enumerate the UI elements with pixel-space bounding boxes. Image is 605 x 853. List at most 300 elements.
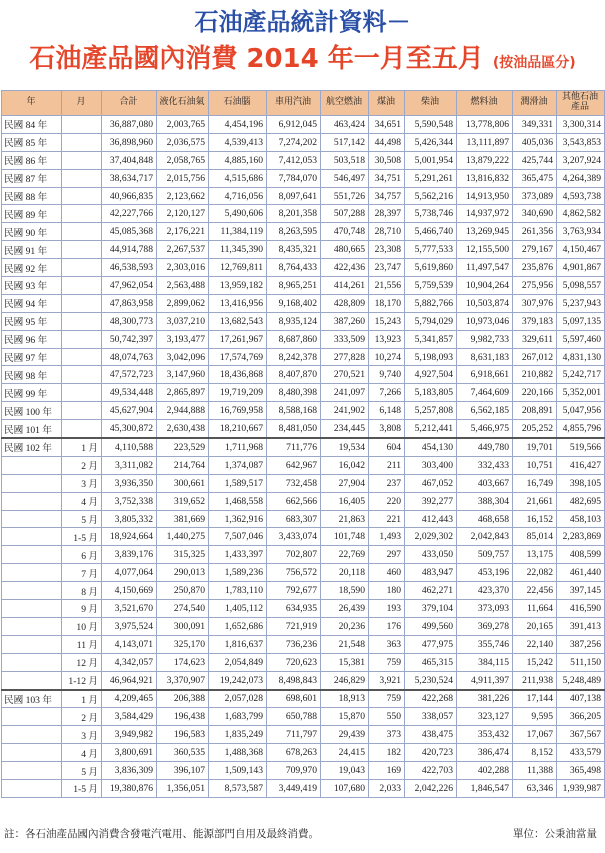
table-cell bbox=[62, 223, 102, 241]
table-cell bbox=[62, 348, 102, 366]
table-cell: 11,664 bbox=[513, 600, 557, 618]
table-cell: 19,719,209 bbox=[209, 384, 267, 402]
table-cell: 10,973,046 bbox=[457, 312, 513, 330]
table-cell: 13,416,956 bbox=[209, 294, 267, 312]
table-cell: 4,264,389 bbox=[557, 169, 605, 187]
table-cell: 19,701 bbox=[513, 438, 557, 456]
table-cell: 26,439 bbox=[321, 600, 369, 618]
column-header: 月 bbox=[62, 91, 102, 116]
table-cell: 4,209,465 bbox=[102, 690, 157, 708]
table-cell: 391,413 bbox=[557, 617, 605, 635]
table-cell bbox=[2, 474, 62, 492]
table-cell: 1-12 月 bbox=[62, 671, 102, 689]
table-cell: 467,052 bbox=[405, 474, 457, 492]
table-cell: 16,405 bbox=[321, 492, 369, 510]
table-cell: 422,436 bbox=[321, 259, 369, 277]
table-cell: 3,193,477 bbox=[157, 330, 209, 348]
table-cell: 63,346 bbox=[513, 779, 557, 797]
table-cell: 1,374,087 bbox=[209, 456, 267, 474]
table-cell: 604 bbox=[369, 438, 405, 456]
consumption-table bbox=[1, 90, 605, 798]
table-cell: 2,036,575 bbox=[157, 133, 209, 151]
table-cell: 20,118 bbox=[321, 564, 369, 582]
table-cell: 373 bbox=[369, 726, 405, 744]
table-cell: 420,723 bbox=[405, 744, 457, 762]
table-cell bbox=[2, 653, 62, 671]
table-cell: 8,263,595 bbox=[267, 223, 321, 241]
table-cell: 465,315 bbox=[405, 653, 457, 671]
table-cell: 235,876 bbox=[513, 259, 557, 277]
table-cell: 5,426,344 bbox=[405, 133, 457, 151]
table-cell: 21,661 bbox=[513, 492, 557, 510]
table-cell: 353,432 bbox=[457, 726, 513, 744]
column-header: 潤滑油 bbox=[513, 91, 557, 116]
table-cell: 519,566 bbox=[557, 438, 605, 456]
table-cell: 13,682,543 bbox=[209, 312, 267, 330]
table-cell: 10,503,874 bbox=[457, 294, 513, 312]
table-cell: 221 bbox=[369, 510, 405, 528]
table-cell: 18,210,667 bbox=[209, 420, 267, 438]
table-cell: 2,899,062 bbox=[157, 294, 209, 312]
table-cell: 19,242,073 bbox=[209, 671, 267, 689]
table-cell: 405,036 bbox=[513, 133, 557, 151]
column-header: 煤油 bbox=[369, 91, 405, 116]
table-cell: 460 bbox=[369, 564, 405, 582]
table-cell: 223,529 bbox=[157, 438, 209, 456]
table-cell: 340,690 bbox=[513, 205, 557, 223]
table-cell: 551,726 bbox=[321, 187, 369, 205]
table-cell: 民國 92 年 bbox=[2, 259, 62, 277]
table-cell: 8,435,321 bbox=[267, 241, 321, 259]
table-cell: 37,404,848 bbox=[102, 151, 157, 169]
table-cell: 300,661 bbox=[157, 474, 209, 492]
table-cell: 8,631,183 bbox=[457, 348, 513, 366]
table-cell: 21,863 bbox=[321, 510, 369, 528]
table-cell: 1,356,051 bbox=[157, 779, 209, 797]
table-cell: 2,042,226 bbox=[405, 779, 457, 797]
table-cell: 45,085,368 bbox=[102, 223, 157, 241]
table-cell: 279,167 bbox=[513, 241, 557, 259]
table-row bbox=[2, 600, 605, 618]
table-cell: 15,242 bbox=[513, 653, 557, 671]
table-cell bbox=[62, 205, 102, 223]
table-cell: 16,749 bbox=[513, 474, 557, 492]
table-cell: 5,098,557 bbox=[557, 277, 605, 295]
table-cell: 363 bbox=[369, 635, 405, 653]
table-cell: 13,959,182 bbox=[209, 277, 267, 295]
table-cell: 759 bbox=[369, 690, 405, 708]
footnote: 註：各石油產品國內消費含發電汽電用、能源部門自用及最終消費。 bbox=[4, 828, 319, 840]
table-cell: 720,623 bbox=[267, 653, 321, 671]
table-cell: 355,746 bbox=[457, 635, 513, 653]
table-cell: 民國 100 年 bbox=[2, 402, 62, 420]
table-cell: 1-5 月 bbox=[62, 528, 102, 546]
table-cell: 7,784,070 bbox=[267, 169, 321, 187]
table-cell: 9,168,402 bbox=[267, 294, 321, 312]
column-header: 其他石油產品 bbox=[557, 91, 605, 116]
table-row bbox=[2, 384, 605, 402]
table-row bbox=[2, 456, 605, 474]
table-cell: 387,256 bbox=[557, 635, 605, 653]
table-cell: 392,277 bbox=[405, 492, 457, 510]
table-cell: 45,627,904 bbox=[102, 402, 157, 420]
table-cell: 307,976 bbox=[513, 294, 557, 312]
table-cell: 2,630,438 bbox=[157, 420, 209, 438]
table-cell: 315,325 bbox=[157, 546, 209, 564]
table-cell: 民國 90 年 bbox=[2, 223, 62, 241]
table-cell: 246,829 bbox=[321, 671, 369, 689]
table-cell: 22,082 bbox=[513, 564, 557, 582]
table-cell: 36,898,960 bbox=[102, 133, 157, 151]
table-cell bbox=[2, 564, 62, 582]
header-row bbox=[2, 91, 605, 116]
table-cell: 396,107 bbox=[157, 762, 209, 780]
table-cell: 2,015,756 bbox=[157, 169, 209, 187]
table-cell: 408,599 bbox=[557, 546, 605, 564]
table-cell bbox=[62, 402, 102, 420]
table-cell: 5,352,001 bbox=[557, 384, 605, 402]
table-cell: 2,003,765 bbox=[157, 116, 209, 134]
table-cell: 11,497,547 bbox=[457, 259, 513, 277]
table-row bbox=[2, 582, 605, 600]
table-cell: 2,865,897 bbox=[157, 384, 209, 402]
table-cell: 274,540 bbox=[157, 600, 209, 618]
table-cell: 1,440,275 bbox=[157, 528, 209, 546]
table-cell: 503,518 bbox=[321, 151, 369, 169]
table-cell: 18,590 bbox=[321, 582, 369, 600]
table-cell: 1,589,236 bbox=[209, 564, 267, 582]
table-cell bbox=[62, 384, 102, 402]
table-cell: 8,201,358 bbox=[267, 205, 321, 223]
table-cell: 756,572 bbox=[267, 564, 321, 582]
table-cell bbox=[2, 635, 62, 653]
table-cell: 7,412,053 bbox=[267, 151, 321, 169]
table-cell: 民國 99 年 bbox=[2, 384, 62, 402]
table-cell bbox=[2, 492, 62, 510]
table-cell: 1,488,368 bbox=[209, 744, 267, 762]
table-cell: 4,911,397 bbox=[457, 671, 513, 689]
table-cell: 5,257,808 bbox=[405, 402, 457, 420]
table-cell: 5,291,261 bbox=[405, 169, 457, 187]
table-cell bbox=[62, 277, 102, 295]
table-cell: 4,831,130 bbox=[557, 348, 605, 366]
table-cell: 174,623 bbox=[157, 653, 209, 671]
table-cell: 21,548 bbox=[321, 635, 369, 653]
table-row bbox=[2, 438, 605, 456]
table-cell: 468,658 bbox=[457, 510, 513, 528]
table-cell: 463,424 bbox=[321, 116, 369, 134]
table-cell: 47,572,723 bbox=[102, 366, 157, 384]
table-cell: 428,809 bbox=[321, 294, 369, 312]
table-cell: 42,227,766 bbox=[102, 205, 157, 223]
table-cell: 5 月 bbox=[62, 762, 102, 780]
table-cell: 1,711,968 bbox=[209, 438, 267, 456]
table-cell: 5,341,857 bbox=[405, 330, 457, 348]
table-cell: 4,143,071 bbox=[102, 635, 157, 653]
table-cell: 1,433,397 bbox=[209, 546, 267, 564]
table-row bbox=[2, 241, 605, 259]
table-cell: 18,436,868 bbox=[209, 366, 267, 384]
table-cell: 16,042 bbox=[321, 456, 369, 474]
table-cell: 6,918,661 bbox=[457, 366, 513, 384]
table-cell bbox=[62, 169, 102, 187]
table-row bbox=[2, 546, 605, 564]
table-cell: 13,111,897 bbox=[457, 133, 513, 151]
table-cell: 2,176,221 bbox=[157, 223, 209, 241]
table-cell: 303,400 bbox=[405, 456, 457, 474]
table-cell bbox=[62, 330, 102, 348]
table-cell: 17,574,769 bbox=[209, 348, 267, 366]
table-cell: 4 月 bbox=[62, 744, 102, 762]
table-cell: 46,538,593 bbox=[102, 259, 157, 277]
table-cell: 3,936,350 bbox=[102, 474, 157, 492]
table-cell: 34,751 bbox=[369, 169, 405, 187]
table-cell: 48,074,763 bbox=[102, 348, 157, 366]
table-cell: 477,975 bbox=[405, 635, 457, 653]
table-cell: 4,077,064 bbox=[102, 564, 157, 582]
table-cell: 15,243 bbox=[369, 312, 405, 330]
table-cell: 3,449,419 bbox=[267, 779, 321, 797]
table-cell bbox=[62, 259, 102, 277]
table-cell: 237 bbox=[369, 474, 405, 492]
column-header: 柴油 bbox=[405, 91, 457, 116]
table-cell: 319,652 bbox=[157, 492, 209, 510]
table-cell: 8,687,860 bbox=[267, 330, 321, 348]
table-cell: 650,788 bbox=[267, 708, 321, 726]
table-cell: 29,439 bbox=[321, 726, 369, 744]
table-cell: 5,490,606 bbox=[209, 205, 267, 223]
table-cell: 642,967 bbox=[267, 456, 321, 474]
table-cell: 365,475 bbox=[513, 169, 557, 187]
table-cell bbox=[2, 456, 62, 474]
table-cell: 5,212,441 bbox=[405, 420, 457, 438]
table-row bbox=[2, 635, 605, 653]
table-cell: 3,207,924 bbox=[557, 151, 605, 169]
title-line-1: 石油產品統計資料－ bbox=[194, 8, 411, 36]
table-cell: 民國 102 年 bbox=[2, 438, 62, 456]
table-cell: 449,780 bbox=[457, 438, 513, 456]
table-cell: 4,862,582 bbox=[557, 205, 605, 223]
table-cell: 民國 89 年 bbox=[2, 205, 62, 223]
table-cell: 38,634,717 bbox=[102, 169, 157, 187]
table-cell: 11,345,390 bbox=[209, 241, 267, 259]
table-cell bbox=[2, 744, 62, 762]
column-header: 航空燃油 bbox=[321, 91, 369, 116]
table-cell: 17,144 bbox=[513, 690, 557, 708]
table-cell bbox=[62, 133, 102, 151]
table-cell: 261,356 bbox=[513, 223, 557, 241]
table-row bbox=[2, 169, 605, 187]
table-cell: 50,742,397 bbox=[102, 330, 157, 348]
table-row bbox=[2, 348, 605, 366]
table-cell: 46,964,921 bbox=[102, 671, 157, 689]
table-cell: 499,560 bbox=[405, 617, 457, 635]
table-cell: 民國 97 年 bbox=[2, 348, 62, 366]
table-cell: 9,595 bbox=[513, 708, 557, 726]
table-cell: 8,481,050 bbox=[267, 420, 321, 438]
table-row bbox=[2, 762, 605, 780]
table-cell: 379,104 bbox=[405, 600, 457, 618]
table-cell: 507,288 bbox=[321, 205, 369, 223]
table-cell: 3,921 bbox=[369, 671, 405, 689]
table-cell: 2 月 bbox=[62, 456, 102, 474]
table-cell: 20,165 bbox=[513, 617, 557, 635]
table-row bbox=[2, 223, 605, 241]
table-cell: 366,205 bbox=[557, 708, 605, 726]
table-cell: 49,534,448 bbox=[102, 384, 157, 402]
table-cell: 369,278 bbox=[457, 617, 513, 635]
table-cell: 425,744 bbox=[513, 151, 557, 169]
table-cell: 3 月 bbox=[62, 474, 102, 492]
table-cell: 365,498 bbox=[557, 762, 605, 780]
column-header: 車用汽油 bbox=[267, 91, 321, 116]
table-row bbox=[2, 330, 605, 348]
table-cell: 3,763,934 bbox=[557, 223, 605, 241]
table-cell: 18,913 bbox=[321, 690, 369, 708]
table-cell: 10,751 bbox=[513, 456, 557, 474]
table-cell: 22,769 bbox=[321, 546, 369, 564]
table-cell: 2,283,869 bbox=[557, 528, 605, 546]
table-cell: 414,261 bbox=[321, 277, 369, 295]
table-cell: 13,269,945 bbox=[457, 223, 513, 241]
table-cell: 4,454,196 bbox=[209, 116, 267, 134]
table-cell: 550 bbox=[369, 708, 405, 726]
table-cell: 483,947 bbox=[405, 564, 457, 582]
table-cell: 270,521 bbox=[321, 366, 369, 384]
table-cell: 8,965,251 bbox=[267, 277, 321, 295]
table-cell: 7,274,202 bbox=[267, 133, 321, 151]
table-cell: 416,427 bbox=[557, 456, 605, 474]
table-cell: 211,938 bbox=[513, 671, 557, 689]
table-cell bbox=[62, 294, 102, 312]
table-cell: 民國 88 年 bbox=[2, 187, 62, 205]
table-cell: 267,012 bbox=[513, 348, 557, 366]
table-cell: 3,584,429 bbox=[102, 708, 157, 726]
table-cell: 732,458 bbox=[267, 474, 321, 492]
table-cell: 275,956 bbox=[513, 277, 557, 295]
table-cell: 8,097,641 bbox=[267, 187, 321, 205]
table-cell: 民國 85 年 bbox=[2, 133, 62, 151]
table-cell: 民國 101 年 bbox=[2, 420, 62, 438]
table-cell: 3,521,670 bbox=[102, 600, 157, 618]
table-cell bbox=[2, 708, 62, 726]
table-cell: 2,267,537 bbox=[157, 241, 209, 259]
table-cell: 15,870 bbox=[321, 708, 369, 726]
table-cell: 9 月 bbox=[62, 600, 102, 618]
table-cell: 8,498,843 bbox=[267, 671, 321, 689]
table-row bbox=[2, 617, 605, 635]
table-row bbox=[2, 474, 605, 492]
table-cell: 379,183 bbox=[513, 312, 557, 330]
table-cell: 422,703 bbox=[405, 762, 457, 780]
table-cell: 458,103 bbox=[557, 510, 605, 528]
table-cell: 3,839,176 bbox=[102, 546, 157, 564]
table-cell: 5,237,943 bbox=[557, 294, 605, 312]
table-cell: 8,407,870 bbox=[267, 366, 321, 384]
table-cell: 8 月 bbox=[62, 582, 102, 600]
table-cell: 3,370,907 bbox=[157, 671, 209, 689]
table-cell: 709,970 bbox=[267, 762, 321, 780]
table-cell: 277,828 bbox=[321, 348, 369, 366]
table-cell: 4,855,796 bbox=[557, 420, 605, 438]
table-cell: 470,748 bbox=[321, 223, 369, 241]
title-sub: (按油品區分) bbox=[492, 55, 576, 71]
table-cell: 5,001,954 bbox=[405, 151, 457, 169]
table-cell: 4 月 bbox=[62, 492, 102, 510]
table-cell: 454,130 bbox=[405, 438, 457, 456]
table-cell: 5 月 bbox=[62, 510, 102, 528]
table-cell: 1,683,799 bbox=[209, 708, 267, 726]
table-cell: 45,300,872 bbox=[102, 420, 157, 438]
table-row bbox=[2, 366, 605, 384]
table-cell: 241,097 bbox=[321, 384, 369, 402]
table-cell: 1,835,249 bbox=[209, 726, 267, 744]
table-cell: 19,380,876 bbox=[102, 779, 157, 797]
table-cell: 3,949,982 bbox=[102, 726, 157, 744]
table-cell bbox=[62, 116, 102, 134]
table-cell: 4,901,867 bbox=[557, 259, 605, 277]
table-cell: 384,115 bbox=[457, 653, 513, 671]
table-cell bbox=[2, 617, 62, 635]
table-cell: 10,274 bbox=[369, 348, 405, 366]
table-cell: 2,058,765 bbox=[157, 151, 209, 169]
table-cell: 1-5 月 bbox=[62, 779, 102, 797]
table-cell: 3 月 bbox=[62, 726, 102, 744]
table-cell: 24,415 bbox=[321, 744, 369, 762]
table-cell: 367,567 bbox=[557, 726, 605, 744]
table-cell: 1 月 bbox=[62, 690, 102, 708]
table-cell: 193 bbox=[369, 600, 405, 618]
table-cell: 2,029,302 bbox=[405, 528, 457, 546]
table-row bbox=[2, 779, 605, 797]
table-cell: 2,120,127 bbox=[157, 205, 209, 223]
table-cell: 1,589,517 bbox=[209, 474, 267, 492]
table-body bbox=[2, 116, 605, 798]
table-cell: 4,110,588 bbox=[102, 438, 157, 456]
table-cell: 34,757 bbox=[369, 187, 405, 205]
table-cell: 20,236 bbox=[321, 617, 369, 635]
table-row bbox=[2, 402, 605, 420]
table-cell: 329,611 bbox=[513, 330, 557, 348]
table-cell: 736,236 bbox=[267, 635, 321, 653]
table-cell: 634,935 bbox=[267, 600, 321, 618]
table-cell: 4,150,669 bbox=[102, 582, 157, 600]
table-cell: 5,794,029 bbox=[405, 312, 457, 330]
table-cell: 2,944,888 bbox=[157, 402, 209, 420]
column-header: 合計 bbox=[102, 91, 157, 116]
table-cell: 13,778,806 bbox=[457, 116, 513, 134]
table-cell: 3,543,853 bbox=[557, 133, 605, 151]
table-row bbox=[2, 564, 605, 582]
table-cell: 14,913,950 bbox=[457, 187, 513, 205]
table-cell: 17,067 bbox=[513, 726, 557, 744]
table-cell: 8,588,168 bbox=[267, 402, 321, 420]
table-cell: 18,924,664 bbox=[102, 528, 157, 546]
table-cell: 3,805,332 bbox=[102, 510, 157, 528]
column-header: 液化石油氣 bbox=[157, 91, 209, 116]
table-cell: 34,651 bbox=[369, 116, 405, 134]
table-cell: 107,680 bbox=[321, 779, 369, 797]
table-cell: 416,590 bbox=[557, 600, 605, 618]
table-cell: 民國 86 年 bbox=[2, 151, 62, 169]
table-cell: 2,042,843 bbox=[457, 528, 513, 546]
table-row bbox=[2, 277, 605, 295]
table-cell: 220,166 bbox=[513, 384, 557, 402]
table-cell: 民國 87 年 bbox=[2, 169, 62, 187]
table-cell: 759 bbox=[369, 653, 405, 671]
table-cell: 12,155,500 bbox=[457, 241, 513, 259]
table-cell: 325,170 bbox=[157, 635, 209, 653]
